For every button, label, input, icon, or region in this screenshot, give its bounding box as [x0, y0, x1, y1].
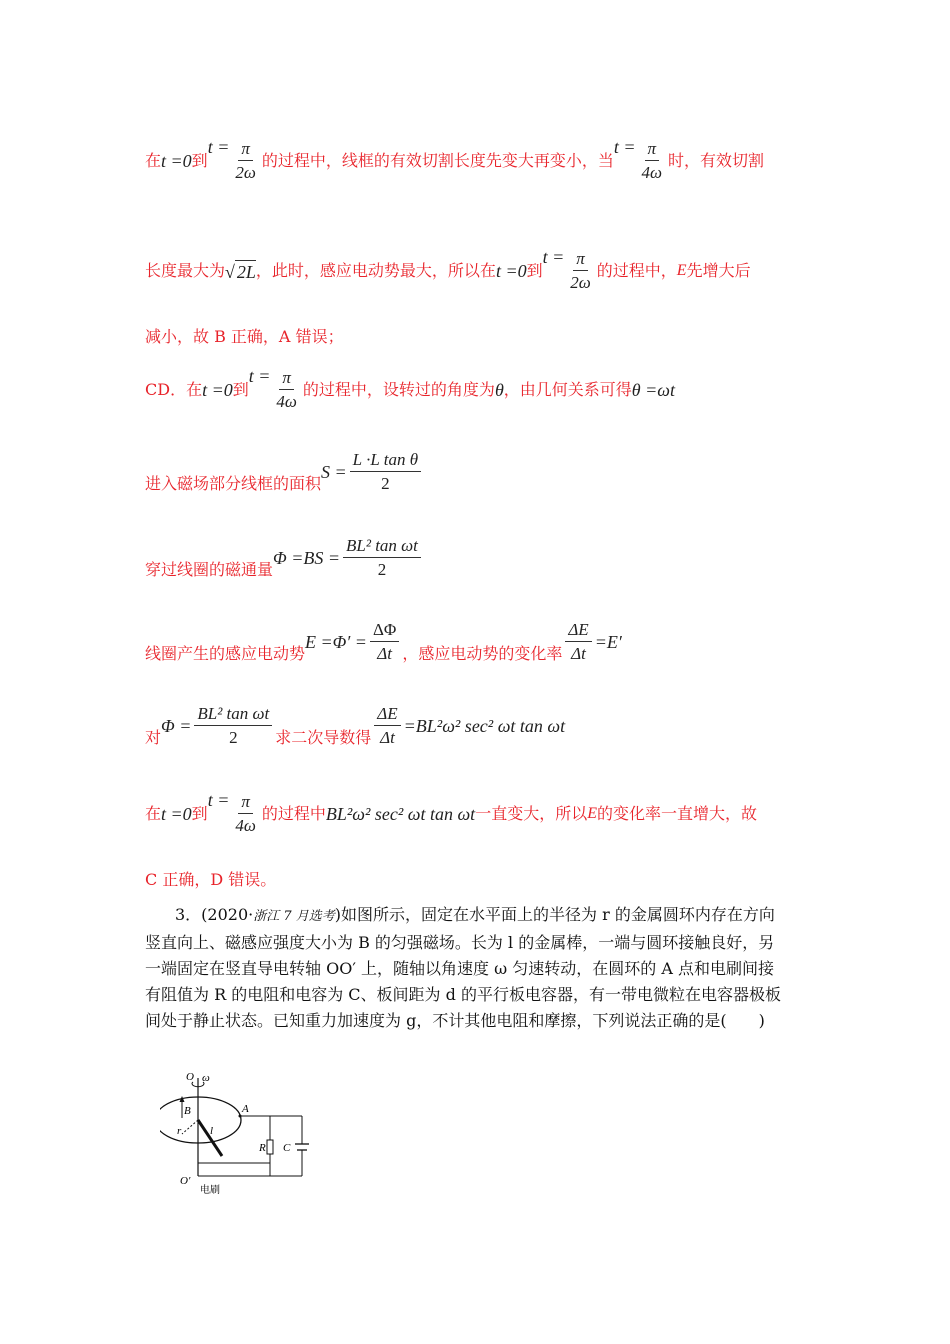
solution-line-6	[145, 530, 805, 586]
math-t-eq: t =	[248, 366, 271, 386]
text: 到	[526, 261, 543, 280]
text: 在	[145, 804, 162, 823]
label-B: B	[184, 1105, 191, 1117]
math-t0: t =0	[161, 804, 192, 824]
solution-line-7	[145, 614, 805, 670]
math-E-lhs: E =Φ′ =	[305, 632, 367, 652]
text: 先增大后	[686, 261, 751, 280]
math-t0: t =0	[495, 261, 527, 281]
fraction-phi: $\frac{\text{BL² tan ωt}}{2}$	[343, 535, 421, 582]
text: 对	[145, 728, 162, 747]
fraction-dE-dt: $\frac{\Delta E}{\Delta t}$	[565, 619, 591, 666]
solution-line-8	[145, 698, 805, 754]
text: C 正确，D 错误。	[145, 870, 277, 889]
metal-ring	[160, 1097, 241, 1143]
label-A: A	[242, 1103, 249, 1115]
fraction-pi-over-2omega: $\frac{\pi}{2\omega}$	[570, 248, 591, 292]
question-line-4: 有阻值为 R 的电阻和电容为 C、板间距为 d 的平行板电容器，有一带电微粒在电容器极板	[145, 985, 781, 1004]
fraction-pi-over-4omega: $\frac{\pi}{4\omega}$	[276, 367, 297, 411]
text: 在	[145, 151, 162, 170]
label-brush: 电刷	[200, 1185, 220, 1196]
math-t-eq: t =	[207, 137, 230, 157]
math-S-lhs: S =	[321, 462, 347, 482]
fraction-pi-over-4omega: $\frac{\pi}{4\omega}$	[235, 791, 256, 835]
label-O-prime: O′	[180, 1175, 191, 1187]
text: 进入磁场部分线框的面积	[145, 474, 322, 493]
resistor	[267, 1140, 273, 1154]
text: CD．在	[145, 380, 203, 399]
fraction-phi: $\frac{\text{BL² tan ωt}}{2}$	[194, 703, 272, 750]
fraction-pi-over-4omega: $\frac{\pi}{4\omega}$	[641, 138, 663, 182]
solution-line-10	[145, 869, 805, 891]
text: 穿过线圈的磁通量	[145, 560, 274, 579]
question-3	[145, 902, 805, 1034]
text: 到	[232, 380, 249, 399]
fraction-dE-dt: $\frac{\Delta E}{\Delta t}$	[374, 703, 400, 750]
label-l: l	[210, 1125, 214, 1137]
label-R: R	[259, 1142, 266, 1154]
text: ，感应电动势的变化率	[402, 644, 563, 663]
text: 的过程中，设转过的角度为	[302, 380, 495, 399]
math-E: E	[587, 805, 597, 822]
text: 线圈产生的感应电动势	[145, 644, 306, 663]
fraction-pi-over-2omega: $\frac{\pi}{2\omega}$	[235, 138, 256, 182]
solution-line-2	[145, 242, 805, 300]
math-theta: θ	[494, 380, 504, 400]
solution-line-9	[145, 786, 805, 842]
math-second-derivative: =BL²ω² sec² ωt tan ωt	[403, 716, 566, 736]
solution-line-1	[145, 132, 805, 190]
label-C: C	[283, 1142, 291, 1154]
radius-line	[182, 1120, 198, 1134]
text: 的过程中	[261, 804, 326, 823]
fraction-dphi-dt: $\frac{\Delta\Phi}{\Delta t}$	[370, 619, 399, 666]
math-expression: BL²ω² sec² ωt tan ωt	[325, 804, 476, 824]
text: ，由几何关系可得	[503, 380, 632, 399]
question-line-3: 一端固定在竖直导电转轴 OO′ 上，随轴以角速度 ω 匀速转动，在圆环的 A 点和电刷间接	[145, 959, 774, 978]
question-line-5: 间处于静止状态。已知重力加速度为 g，不计其他电阻和摩擦，下列说法正确的是( )	[145, 1011, 765, 1030]
math-E: E	[676, 262, 687, 279]
math-t0: t =0	[161, 151, 192, 171]
text: 一直变大，所以	[475, 804, 588, 823]
label-omega: ω	[202, 1072, 210, 1084]
solution-line-3	[145, 326, 805, 348]
text: 求二次导数得	[275, 728, 372, 747]
circuit-figure	[160, 1068, 320, 1203]
text: 减小，故 B 正确，A 错误；	[145, 327, 344, 346]
math-sqrt2L: √ 2L	[225, 261, 256, 282]
math-E-prime: =E′	[594, 632, 622, 652]
math-phi-lhs: Φ =	[161, 716, 192, 736]
math-theta-eq: θ =ωt	[631, 380, 675, 400]
text: 时，有效切割	[668, 151, 765, 170]
math-t-eq: t =	[613, 137, 636, 157]
text: 长度最大为	[145, 261, 226, 280]
exam-tag: 浙江 7 月选考	[253, 909, 335, 924]
question-number: 3．(2020·	[175, 905, 254, 924]
math-t-eq: t =	[207, 790, 230, 810]
solution-line-4	[145, 362, 805, 418]
text: 的过程中，线框的有效切割长度先变大再变小，当	[261, 151, 614, 170]
text: 到	[191, 804, 208, 823]
math-t-eq: t =	[542, 247, 565, 267]
circuit-diagram	[160, 1068, 320, 1203]
text: 的变化率一直增大，故	[596, 804, 757, 823]
solution-line-5	[145, 444, 805, 500]
math-phi-lhs: Φ =BS =	[273, 548, 341, 568]
text: 的过程中，	[596, 261, 677, 280]
text: 到	[191, 151, 208, 170]
fraction-S: $\frac{\text{L ·L tan θ}}{2}$	[350, 449, 421, 496]
question-line-1	[145, 902, 805, 930]
label-r: r	[177, 1125, 182, 1137]
text: ，此时，感应电动势最大，所以在	[255, 261, 496, 280]
text: )如图所示，固定在水平面上的半径为 r 的金属圆环内存在方向	[334, 905, 775, 924]
math-t0: t =0	[202, 380, 233, 400]
question-line-2: 竖直向上、磁感应强度大小为 B 的匀强磁场。长为 l 的金属棒，一端与圆环接触良好，另	[145, 933, 775, 952]
label-O: O	[186, 1071, 194, 1083]
